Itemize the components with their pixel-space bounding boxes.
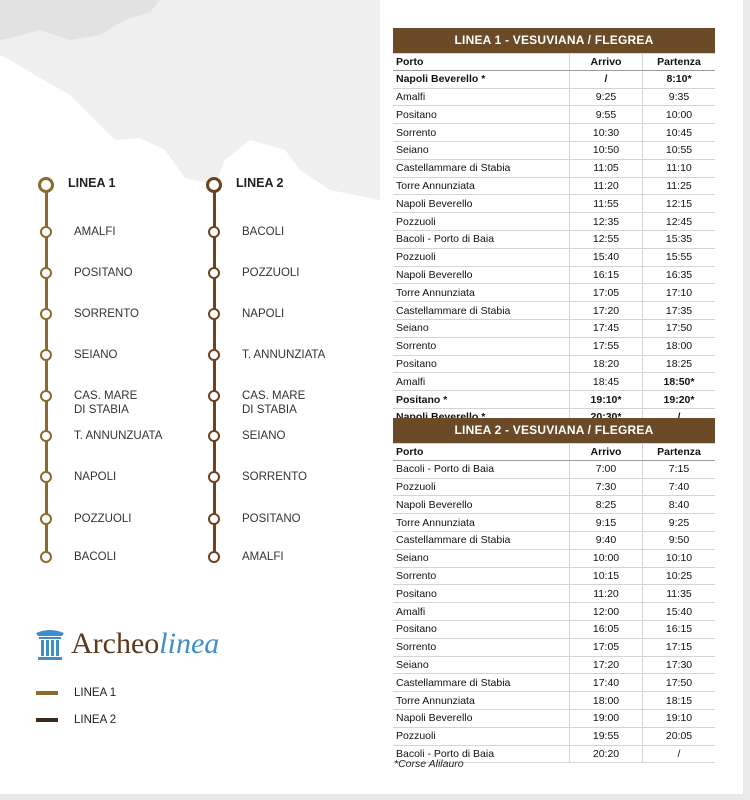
cell-arrivo: 11:05 (570, 159, 643, 177)
cell-partenza: 7:40 (643, 478, 716, 496)
stop-marker-icon (40, 551, 52, 563)
table-row (393, 302, 715, 320)
col-partenza: Partenza (643, 53, 716, 70)
cell-porto: Pozzuoli (393, 248, 570, 266)
table-row (393, 531, 715, 549)
stop-label: AMALFI (74, 226, 116, 238)
cell-porto: Positano (393, 106, 570, 124)
stop-label: NAPOLI (242, 308, 285, 320)
terminal-stop-icon (38, 177, 54, 193)
timetable-linea-1-title: LINEA 1 - VESUVIANA / FLEGREA (393, 28, 715, 53)
stop-label: CAS. MARE DI STABIA (242, 390, 306, 416)
legend-label-linea-2: LINEA 2 (74, 714, 117, 726)
cell-partenza: 17:50 (643, 674, 716, 692)
stop-label: POZZUOLI (74, 513, 132, 525)
cell-partenza: 18:25 (643, 355, 716, 373)
cell-porto: Castellammare di Stabia (393, 302, 570, 320)
cell-porto: Seiano (393, 549, 570, 567)
stop-marker-icon (40, 513, 52, 525)
cell-arrivo: 18:20 (570, 355, 643, 373)
cell-porto: Seiano (393, 141, 570, 159)
table-row (393, 141, 715, 159)
cell-porto: Positano (393, 620, 570, 638)
route-line (45, 185, 48, 557)
cell-arrivo: 20:20 (570, 745, 643, 763)
cell-arrivo: 17:20 (570, 656, 643, 674)
cell-arrivo: 9:55 (570, 106, 643, 124)
cell-arrivo: 17:05 (570, 284, 643, 302)
table-row (393, 248, 715, 266)
cell-porto: Seiano (393, 319, 570, 337)
route-linea-1-title: LINEA 1 (68, 176, 116, 190)
route-line (213, 185, 216, 557)
cell-arrivo: 10:50 (570, 141, 643, 159)
coastline-map (0, 0, 380, 200)
cell-partenza: 8:10* (643, 70, 716, 88)
table-row (393, 355, 715, 373)
cell-porto: Pozzuoli (393, 213, 570, 231)
cell-arrivo: 10:00 (570, 549, 643, 567)
cell-porto: Napoli Beverello (393, 496, 570, 514)
cell-arrivo: 12:55 (570, 230, 643, 248)
cell-partenza: 12:45 (643, 213, 716, 231)
cell-partenza: 10:25 (643, 567, 716, 585)
table-row (393, 478, 715, 496)
archeolinea-logo (33, 627, 219, 661)
table-row (393, 692, 715, 710)
cell-porto: Torre Annunziata (393, 177, 570, 195)
cell-arrivo: 7:30 (570, 478, 643, 496)
stop-label: POZZUOLI (242, 267, 300, 279)
cell-partenza: 9:25 (643, 514, 716, 532)
cell-arrivo: 17:55 (570, 337, 643, 355)
table-row (393, 638, 715, 656)
legend-linea-2 (36, 714, 116, 726)
cell-arrivo: 9:25 (570, 88, 643, 106)
stop-marker-icon (40, 226, 52, 238)
timetable-linea-2 (393, 418, 715, 763)
cell-porto: Sorrento (393, 638, 570, 656)
cell-porto: Positano (393, 355, 570, 373)
cell-partenza: 10:45 (643, 124, 716, 142)
cell-arrivo: 11:20 (570, 177, 643, 195)
cell-arrivo: 17:40 (570, 674, 643, 692)
cell-arrivo: / (570, 70, 643, 88)
cell-porto: Napoli Beverello (393, 266, 570, 284)
cell-arrivo: 17:05 (570, 638, 643, 656)
cell-partenza: 9:50 (643, 531, 716, 549)
cell-partenza: 8:40 (643, 496, 716, 514)
stop-marker-icon (208, 267, 220, 279)
cell-arrivo: 18:45 (570, 373, 643, 391)
cell-arrivo: 10:15 (570, 567, 643, 585)
cell-partenza: 18:15 (643, 692, 716, 710)
legend-swatch-linea-2 (36, 718, 58, 722)
table-row (393, 391, 715, 409)
timetable-header-row (393, 53, 715, 70)
col-porto: Porto (393, 443, 570, 460)
timetable-header-row (393, 443, 715, 460)
cell-arrivo: 17:20 (570, 302, 643, 320)
cell-porto: Positano * (393, 391, 570, 409)
cell-arrivo: 16:15 (570, 266, 643, 284)
cell-partenza: 15:35 (643, 230, 716, 248)
table-row (393, 337, 715, 355)
cell-porto: Seiano (393, 656, 570, 674)
cell-partenza: / (643, 745, 716, 763)
cell-partenza: 9:35 (643, 88, 716, 106)
col-arrivo: Arrivo (570, 443, 643, 460)
stop-label: SORRENTO (242, 471, 307, 483)
stop-label: NAPOLI (74, 471, 117, 483)
cell-arrivo: 17:45 (570, 319, 643, 337)
cell-partenza: 11:35 (643, 585, 716, 603)
table-row (393, 195, 715, 213)
cell-porto: Positano (393, 585, 570, 603)
table-row (393, 177, 715, 195)
stop-marker-icon (208, 390, 220, 402)
cell-partenza: 15:55 (643, 248, 716, 266)
stop-marker-icon (208, 471, 220, 483)
table-row (393, 284, 715, 302)
table-row (393, 460, 715, 478)
cell-partenza: 10:10 (643, 549, 716, 567)
stop-marker-icon (40, 430, 52, 442)
table-row (393, 620, 715, 638)
cell-porto: Pozzuoli (393, 727, 570, 745)
stop-marker-icon (40, 390, 52, 402)
stop-marker-icon (40, 471, 52, 483)
stop-label: T. ANNUNZUATA (74, 430, 163, 442)
table-row (393, 727, 715, 745)
stop-label: SEIANO (74, 349, 118, 361)
timetable-linea-2-title: LINEA 2 - VESUVIANA / FLEGREA (393, 418, 715, 443)
table-row (393, 709, 715, 727)
route-linea-2-title: LINEA 2 (236, 176, 284, 190)
table-row (393, 159, 715, 177)
cell-porto: Castellammare di Stabia (393, 674, 570, 692)
cell-partenza: 17:15 (643, 638, 716, 656)
footnote: *Corse Alilauro (394, 758, 464, 770)
table-row (393, 373, 715, 391)
cell-arrivo: 19:10* (570, 391, 643, 409)
stop-label: SEIANO (242, 430, 286, 442)
cell-arrivo: 16:05 (570, 620, 643, 638)
cell-arrivo: 7:00 (570, 460, 643, 478)
cell-porto: Torre Annunziata (393, 692, 570, 710)
column-icon (33, 627, 67, 661)
cell-arrivo: 12:35 (570, 213, 643, 231)
cell-porto: Napoli Beverello (393, 709, 570, 727)
cell-porto: Amalfi (393, 373, 570, 391)
stop-marker-icon (208, 226, 220, 238)
stop-marker-icon (40, 308, 52, 320)
cell-arrivo: 10:30 (570, 124, 643, 142)
table-row (393, 124, 715, 142)
cell-arrivo: 11:55 (570, 195, 643, 213)
cell-porto: Sorrento (393, 567, 570, 585)
logo-word-archeo: Archeo (71, 627, 160, 660)
table-row (393, 656, 715, 674)
cell-partenza: 10:00 (643, 106, 716, 124)
stop-marker-icon (208, 513, 220, 525)
col-arrivo: Arrivo (570, 53, 643, 70)
cell-partenza: 12:15 (643, 195, 716, 213)
cell-partenza: 17:30 (643, 656, 716, 674)
stop-label: BACOLI (242, 226, 285, 238)
stop-label: POSITANO (74, 267, 133, 279)
legend-linea-1 (36, 687, 116, 699)
cell-partenza: 17:10 (643, 284, 716, 302)
logo-wordmark (71, 627, 219, 661)
stop-marker-icon (208, 308, 220, 320)
cell-arrivo: 12:00 (570, 603, 643, 621)
legend-swatch-linea-1 (36, 691, 58, 695)
stop-marker-icon (208, 551, 220, 563)
cell-arrivo: 8:25 (570, 496, 643, 514)
cell-partenza: 15:40 (643, 603, 716, 621)
stop-label: SORRENTO (74, 308, 139, 320)
cell-porto: Castellammare di Stabia (393, 531, 570, 549)
cell-porto: Pozzuoli (393, 478, 570, 496)
table-row (393, 496, 715, 514)
table-row (393, 549, 715, 567)
table-row (393, 514, 715, 532)
stop-label: BACOLI (74, 551, 117, 563)
cell-porto: Amalfi (393, 603, 570, 621)
cell-partenza: 11:25 (643, 177, 716, 195)
cell-porto: Amalfi (393, 88, 570, 106)
cell-partenza: 16:15 (643, 620, 716, 638)
cell-arrivo: 18:00 (570, 692, 643, 710)
cell-partenza: 10:55 (643, 141, 716, 159)
cell-arrivo: 9:15 (570, 514, 643, 532)
table-row (393, 319, 715, 337)
stop-marker-icon (208, 430, 220, 442)
cell-partenza: 17:50 (643, 319, 716, 337)
cell-porto: Castellammare di Stabia (393, 159, 570, 177)
table-row (393, 88, 715, 106)
table-row (393, 230, 715, 248)
stop-label: T. ANNUNZIATA (242, 349, 326, 361)
cell-partenza: 18:00 (643, 337, 716, 355)
cell-partenza: 7:15 (643, 460, 716, 478)
terminal-stop-icon (206, 177, 222, 193)
timetable-linea-1 (393, 28, 715, 427)
stop-label: POSITANO (242, 513, 301, 525)
stop-marker-icon (40, 349, 52, 361)
cell-partenza: 17:35 (643, 302, 716, 320)
table-row (393, 603, 715, 621)
table-row (393, 585, 715, 603)
table-row (393, 70, 715, 88)
cell-porto: Napoli Beverello (393, 195, 570, 213)
table-row (393, 213, 715, 231)
col-partenza: Partenza (643, 443, 716, 460)
cell-partenza: 18:50* (643, 373, 716, 391)
cell-arrivo: 15:40 (570, 248, 643, 266)
cell-porto: Torre Annunziata (393, 284, 570, 302)
cell-porto: Sorrento (393, 124, 570, 142)
cell-partenza: 20:05 (643, 727, 716, 745)
table-row (393, 567, 715, 585)
stop-marker-icon (40, 267, 52, 279)
cell-arrivo: 11:20 (570, 585, 643, 603)
stop-label: CAS. MARE DI STABIA (74, 390, 138, 416)
cell-partenza: 19:20* (643, 391, 716, 409)
legend-label-linea-1: LINEA 1 (74, 687, 117, 699)
cell-arrivo: 19:55 (570, 727, 643, 745)
stop-label: AMALFI (242, 551, 284, 563)
table-row (393, 674, 715, 692)
cell-porto: Bacoli - Porto di Baia (393, 230, 570, 248)
table-row (393, 106, 715, 124)
cell-porto: Napoli Beverello * (393, 70, 570, 88)
col-porto: Porto (393, 53, 570, 70)
cell-partenza: 19:10 (643, 709, 716, 727)
cell-partenza: 11:10 (643, 159, 716, 177)
table-row (393, 266, 715, 284)
cell-porto: Torre Annunziata (393, 514, 570, 532)
stop-marker-icon (208, 349, 220, 361)
cell-arrivo: 19:00 (570, 709, 643, 727)
cell-arrivo: 9:40 (570, 531, 643, 549)
cell-partenza: 16:35 (643, 266, 716, 284)
logo-word-linea: linea (159, 627, 220, 660)
cell-porto: Sorrento (393, 337, 570, 355)
cell-porto: Bacoli - Porto di Baia (393, 745, 570, 763)
cell-porto: Bacoli - Porto di Baia (393, 460, 570, 478)
